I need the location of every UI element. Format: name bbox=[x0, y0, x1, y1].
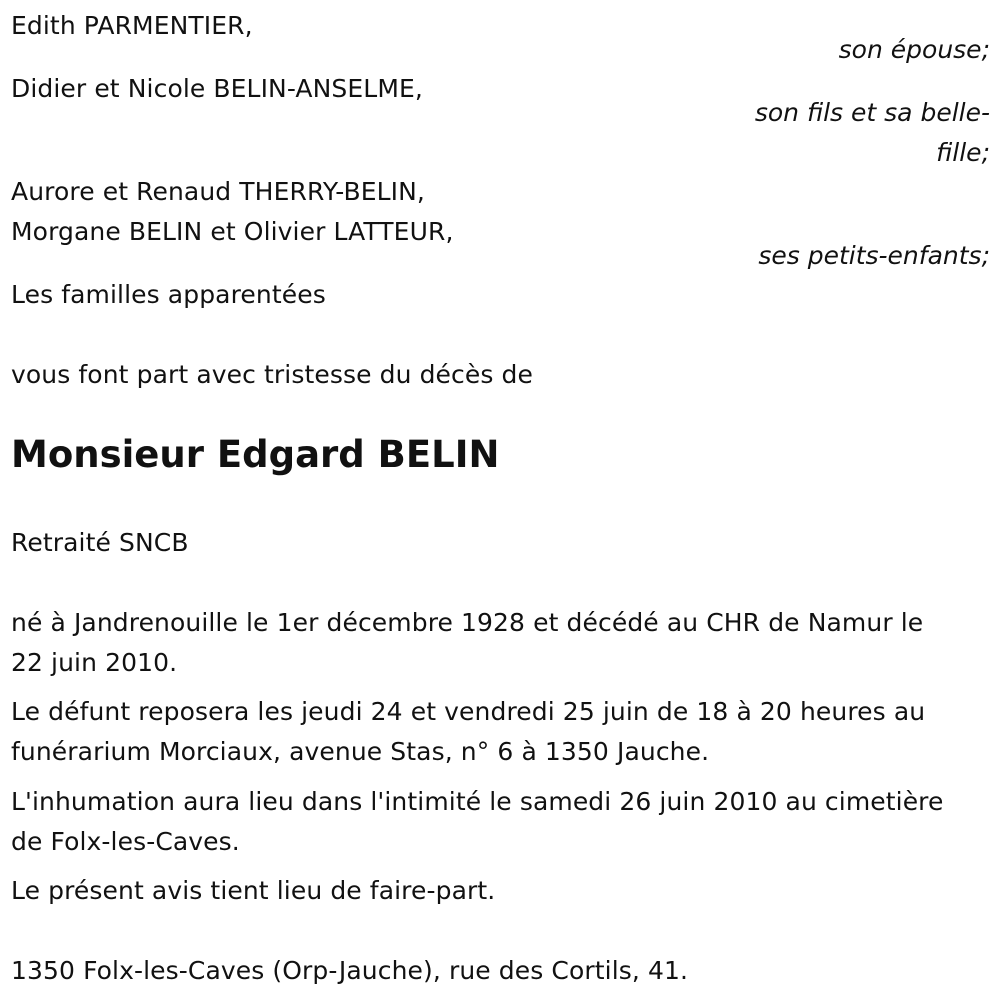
son-names: Didier et Nicole BELIN-ANSELME, bbox=[11, 74, 423, 103]
burial-line1: L'inhumation aura lieu dans l'intimité le samedi 26 juin 2010 au cimetière bbox=[11, 787, 944, 816]
occupation: Retraité SNCB bbox=[11, 528, 189, 557]
deceased-name: Monsieur Edgard BELIN bbox=[11, 433, 500, 476]
notice-statement: Le présent avis tient lieu de faire-part. bbox=[11, 876, 496, 905]
birth-death-line1: né à Jandrenouille le 1er décembre 1928 et décédé au CHR de Namur le bbox=[11, 608, 924, 637]
birth-death-line2: 22 juin 2010. bbox=[11, 648, 178, 677]
grandchildren-names-2: Morgane BELIN et Olivier LATTEUR, bbox=[11, 217, 454, 246]
address: 1350 Folx-les-Caves (Orp-Jauche), rue des Cortils, 41. bbox=[11, 956, 689, 985]
viewing-line2: funérarium Morciaux, avenue Stas, n° 6 à 1350 Jauche. bbox=[11, 737, 710, 766]
grandchildren-relation: ses petits-enfants; bbox=[758, 241, 990, 270]
related-families: Les familles apparentées bbox=[11, 280, 326, 309]
grandchildren-names-1: Aurore et Renaud THERRY-BELIN, bbox=[11, 177, 425, 206]
burial-line2: de Folx-les-Caves. bbox=[11, 827, 240, 856]
viewing-line1: Le défunt reposera les jeudi 24 et vendredi 25 juin de 18 à 20 heures au bbox=[11, 697, 926, 726]
spouse-name: Edith PARMENTIER, bbox=[11, 11, 253, 40]
spouse-relation: son épouse; bbox=[838, 35, 990, 64]
son-relation-line2: fille; bbox=[936, 138, 990, 167]
son-relation-line1: son fils et sa belle- bbox=[754, 98, 990, 127]
announcement-intro: vous font part avec tristesse du décès de bbox=[11, 360, 533, 389]
